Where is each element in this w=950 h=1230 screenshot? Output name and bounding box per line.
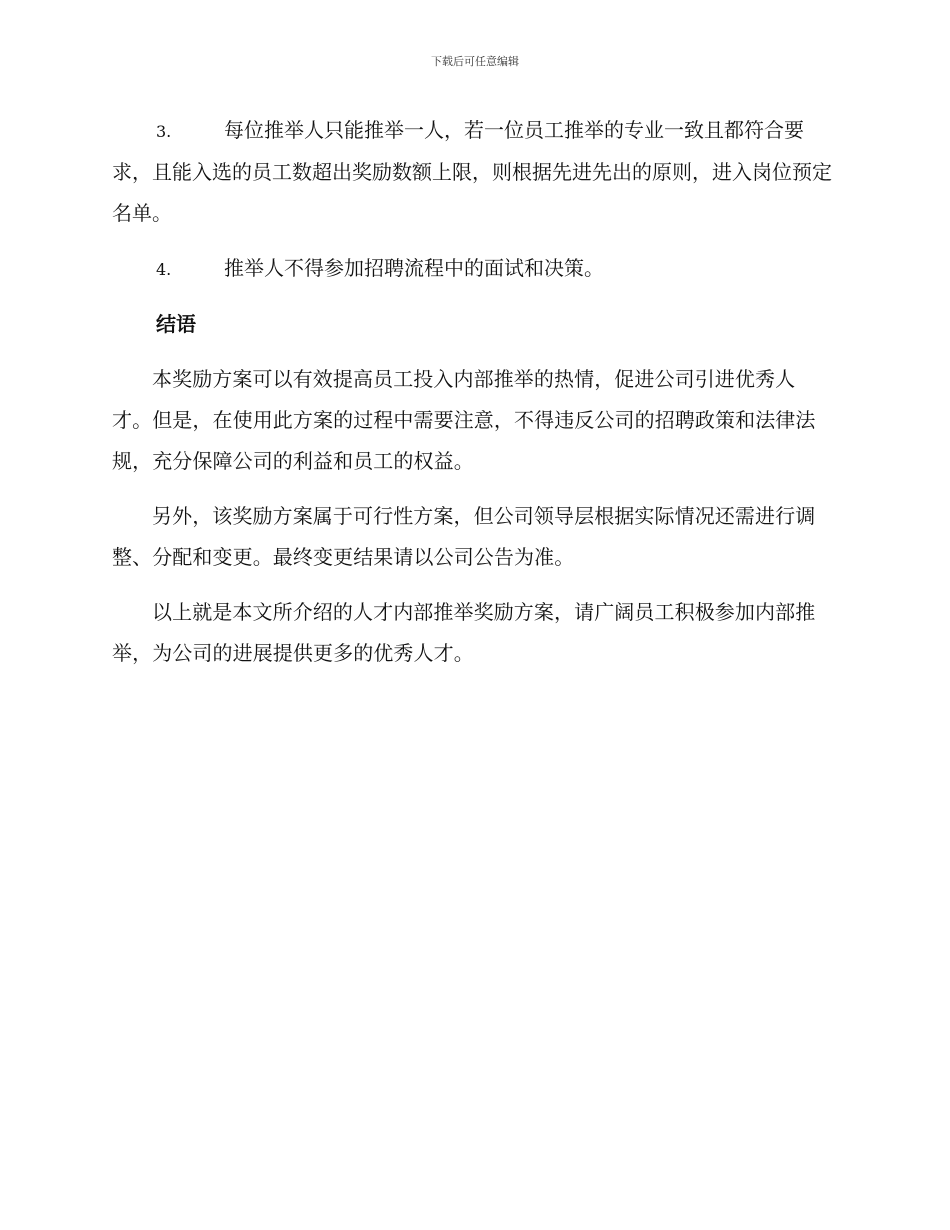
page-header: 下载后可任意编辑: [431, 55, 519, 68]
list-number: 4.: [156, 260, 172, 279]
list-item-3: [112, 110, 832, 234]
list-item-text: 推举人不得参加招聘流程中的面试和决策。: [224, 256, 604, 280]
list-item-4: [112, 248, 832, 290]
conclusion-paragraph: 以上就是本文所介绍的人才内部推举奖励方案，请广阔员工积极参加内部推举，为公司的进展提供更多的优秀人才。: [112, 600, 816, 665]
conclusion-paragraph: 另外，该奖励方案属于可行性方案，但公司领导层根据实际情况还需进行调整、分配和变更。最终变更结果请以公司公告为准。: [112, 504, 816, 569]
list-item-text: 每位推举人只能推举一人，若一位员工推举的专业一致且都符合要求，且能入选的员工数超出奖励数额上限，则根据先进先出的原则，进入岗位预定名单。: [112, 118, 832, 225]
list-number: 3.: [156, 122, 172, 141]
conclusion-paragraph: 本奖励方案可以有效提高员工投入内部推举的热情，促进公司引进优秀人才。但是，在使用此方案的过程中需要注意，不得违反公司的招聘政策和法律法规，充分保障公司的利益和员工的权益。: [112, 367, 816, 473]
document-body: [112, 110, 832, 688]
section-heading-conclusion: 结语: [156, 312, 196, 336]
